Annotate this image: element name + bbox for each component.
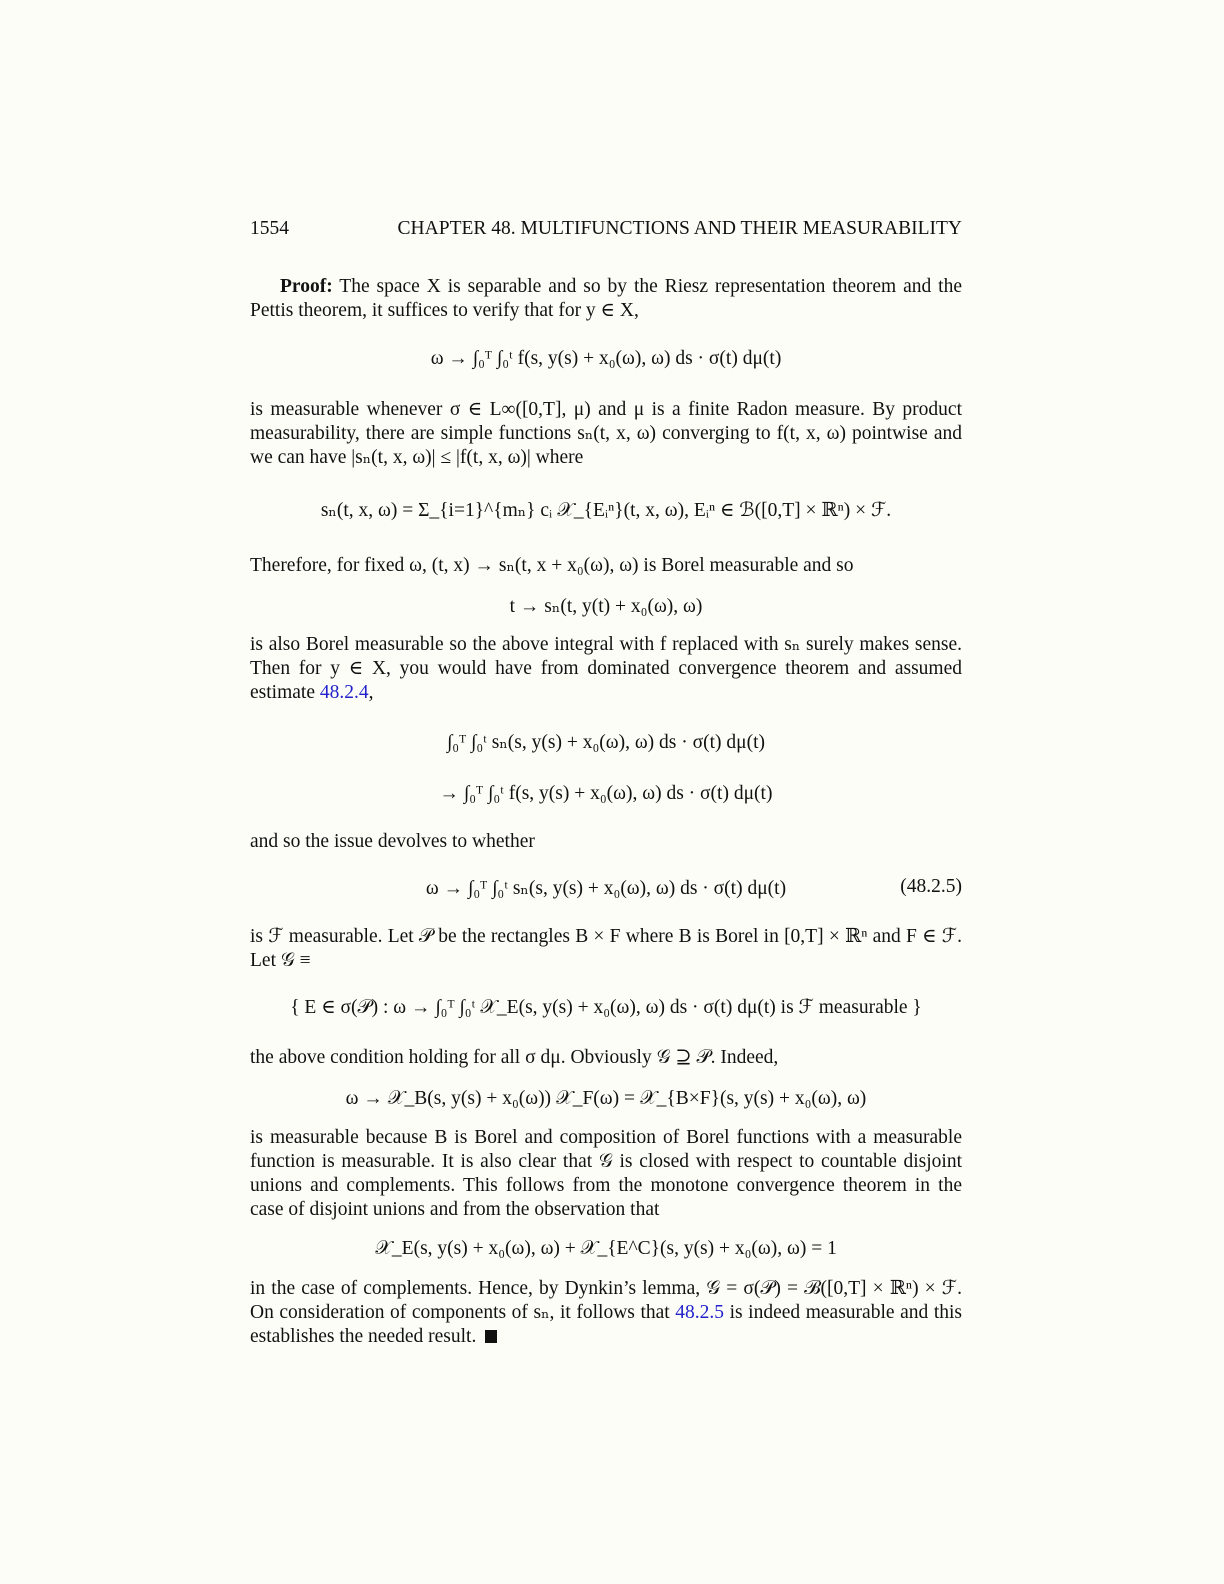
equation-6 [250, 995, 962, 1019]
equation-1-text: ω → ∫₀ᵀ ∫₀ᵗ f(s, y(s) + x₀(ω), ω) ds · σ(t) dμ(t) [430, 348, 782, 369]
running-title: CHAPTER 48. MULTIFUNCTIONS AND THEIR MEASURABILITY [397, 218, 962, 239]
paragraph-9-end: is indeed measurable and this establishes the needed result. [250, 1302, 962, 1347]
paragraph-9-text: in the case of complements. Hence, by Dynkin’s lemma, 𝒢 = σ(𝒫) = ℬ([0,T] × ℝⁿ) × ℱ. On consideration of components of sₙ, it follows that [250, 1278, 962, 1323]
equation-8-text: 𝒳_E(s, y(s) + x₀(ω), ω) + 𝒳_{E^C}(s, y(s) + x₀(ω), ω) = 1 [375, 1238, 837, 1259]
proof-label: Proof: [280, 276, 333, 297]
paragraph-1 [250, 275, 962, 323]
equation-5 [250, 876, 962, 900]
paragraph-3 [250, 554, 962, 578]
equation-6-text: { E ∈ σ(𝒫) : ω → ∫₀ᵀ ∫₀ᵗ 𝒳_E(s, y(s) + x₀(ω), ω) ds · σ(t) dμ(t) is ℱ measurable } [290, 997, 922, 1018]
equation-4-line-1 [250, 730, 962, 754]
paragraph-5 [250, 830, 962, 854]
paragraph-4 [250, 633, 962, 705]
paragraph-6-text: is ℱ measurable. Let 𝒫 be the rectangles B × F where B is Borel in [0,T] × ℝⁿ and F ∈ ℱ. Let 𝒢 ≡ [250, 926, 962, 971]
paragraph-6 [250, 925, 962, 973]
qed-square-icon [485, 1330, 497, 1343]
equation-4-line-1-text: ∫₀ᵀ ∫₀ᵗ sₙ(s, y(s) + x₀(ω), ω) ds · σ(t) dμ(t) [446, 732, 766, 753]
paragraph-3-text: Therefore, for fixed ω, (t, x) → sₙ(t, x + x₀(ω), ω) is Borel measurable and so [250, 555, 854, 576]
equation-7-text: ω → 𝒳_B(s, y(s) + x₀(ω)) 𝒳_F(ω) = 𝒳_{B×F}(s, y(s) + x₀(ω), ω) [345, 1088, 867, 1109]
paragraph-4-text: is also Borel measurable so the above integral with f replaced with sₙ surely makes sense. Then for y ∈ X, you would have from dominated convergence theorem and assumed estimate [250, 634, 962, 703]
equation-number-48-2-5: (48.2.5) [900, 876, 962, 897]
equation-2 [250, 498, 962, 522]
paragraph-1-text: The space X is separable and so by the Riesz representation theorem and the Pettis theorem, it suffices to verify that for y ∈ X, [250, 276, 962, 321]
equation-4-line-2 [250, 783, 962, 805]
equation-5-text: ω → ∫₀ᵀ ∫₀ᵗ sₙ(s, y(s) + x₀(ω), ω) ds · σ(t) dμ(t) [425, 878, 787, 899]
page-header [250, 218, 962, 240]
paragraph-2-text: is measurable whenever σ ∈ L∞([0,T], μ) and μ is a finite Radon measure. By product measurability, there are simple functions sₙ(t, x, ω) converging to f(t, x, ω) pointwise and we can have |sₙ(t, x, ω)| ≤ |f(t, x, ω)| where [250, 399, 962, 468]
paragraph-8 [250, 1126, 962, 1222]
equation-7 [250, 1087, 962, 1110]
paragraph-4-end: , [368, 682, 374, 703]
equation-1 [250, 348, 962, 370]
equation-4-line-2-text: → ∫₀ᵀ ∫₀ᵗ f(s, y(s) + x₀(ω), ω) ds · σ(t) dμ(t) [439, 783, 773, 804]
equation-3-text: t → sₙ(t, y(t) + x₀(ω), ω) [509, 596, 703, 617]
paragraph-9 [250, 1277, 962, 1349]
equation-link-48-2-5[interactable]: 48.2.5 [675, 1302, 725, 1323]
paragraph-7 [250, 1046, 962, 1070]
equation-8 [250, 1237, 962, 1260]
page-number: 1554 [250, 218, 289, 239]
equation-2-text: sₙ(t, x, ω) = Σ_{i=1}^{mₙ} cᵢ 𝒳_{Eᵢⁿ}(t, x, ω), Eᵢⁿ ∈ ℬ([0,T] × ℝⁿ) × ℱ. [320, 500, 892, 521]
paragraph-5-text: and so the issue devolves to whether [250, 831, 535, 852]
paragraph-8-text: is measurable because B is Borel and composition of Borel functions with a measurable function is measurable. It is also clear that 𝒢 is closed with respect to countable disjoint unions and complements. This follows from the monotone convergence theorem in the case of disjoint unions and from the observation that [250, 1127, 962, 1220]
paragraph-7-text: the above condition holding for all σ dμ. Obviously 𝒢 ⊇ 𝒫. Indeed, [250, 1047, 779, 1068]
equation-3 [250, 594, 962, 618]
paragraph-2 [250, 398, 962, 470]
equation-link-48-2-4[interactable]: 48.2.4 [319, 682, 369, 703]
